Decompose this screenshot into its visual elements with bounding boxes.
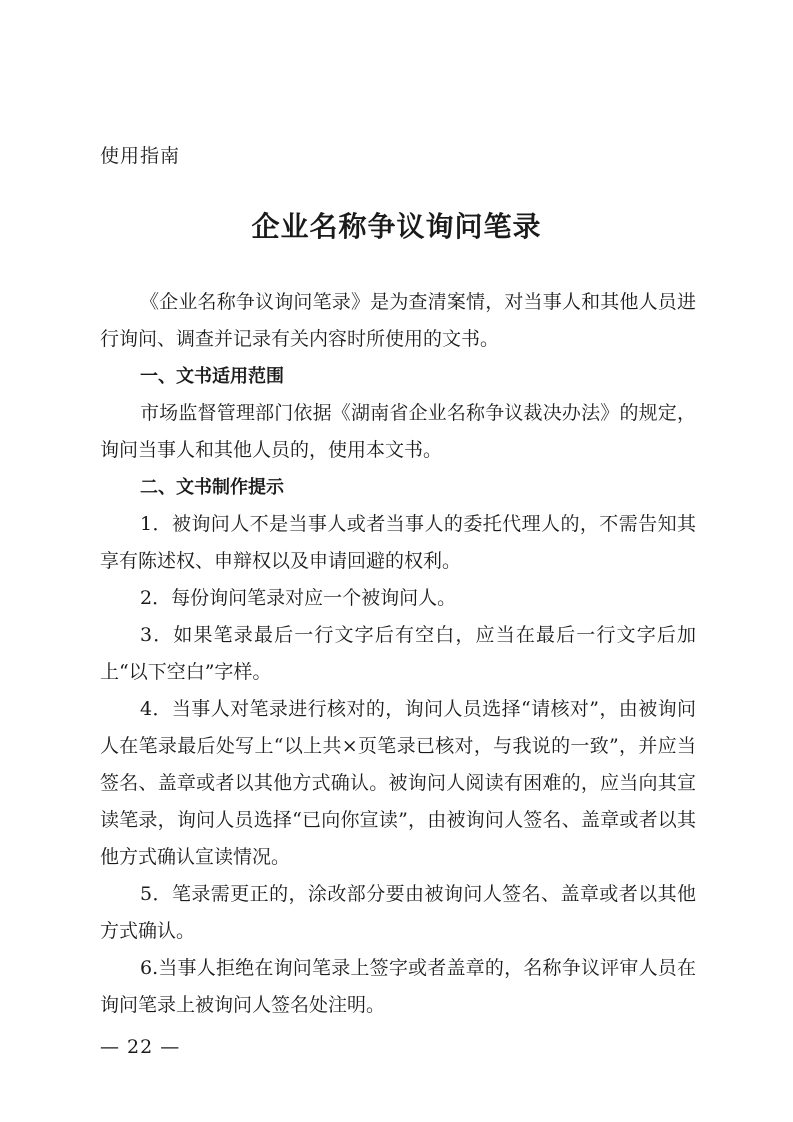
- tip-item-5: 5．笔录需更正的，涂改部分要由被询问人签名、盖章或者以其他方式确认。: [100, 883, 696, 942]
- tip-item-3: 3．如果笔录最后一行文字后有空白，应当在最后一行文字后加上“以下空白”字样。: [100, 624, 696, 683]
- section-label: 使用指南: [100, 145, 181, 167]
- document-body: [100, 284, 696, 1024]
- heading-tips: 二、文书制作提示: [140, 477, 284, 498]
- tip-item-6: 6.当事人拒绝在询问笔录上签字或者盖章的，名称争议评审人员在询问笔录上被询问人签名处注明。: [100, 957, 696, 1016]
- heading-scope: 一、文书适用范围: [140, 366, 284, 387]
- tip-item-2: 2．每份询问笔录对应一个被询问人。: [140, 587, 457, 609]
- page-number: — 22 —: [100, 1036, 181, 1058]
- scope-paragraph: 市场监督管理部门依据《湖南省企业名称争议裁决办法》的规定，询问当事人和其他人员的，使用本文书。: [100, 402, 696, 461]
- intro-paragraph: 《企业名称争议询问笔录》是为查清案情，对当事人和其他人员进行询问、调查并记录有关内容时所使用的文书。: [100, 291, 696, 350]
- tip-item-4: 4．当事人对笔录进行核对的，询问人员选择“请核对”，由被询问人在笔录最后处写上“以上共×页笔录已核对，与我说的一致”，并应当签名、盖章或者以其他方式确认。被询问人阅读有困难的，应当向其宣读笔录，询问人员选择“已向你宣读”，由被询问人签名、盖章或者以其他方式确认宣读情况。: [100, 698, 696, 868]
- tip-item-1: 1．被询问人不是当事人或者当事人的委托代理人的，不需告知其享有陈述权、申辩权以及申请回避的权利。: [100, 513, 696, 572]
- document-title: 企业名称争议询问笔录: [251, 210, 542, 243]
